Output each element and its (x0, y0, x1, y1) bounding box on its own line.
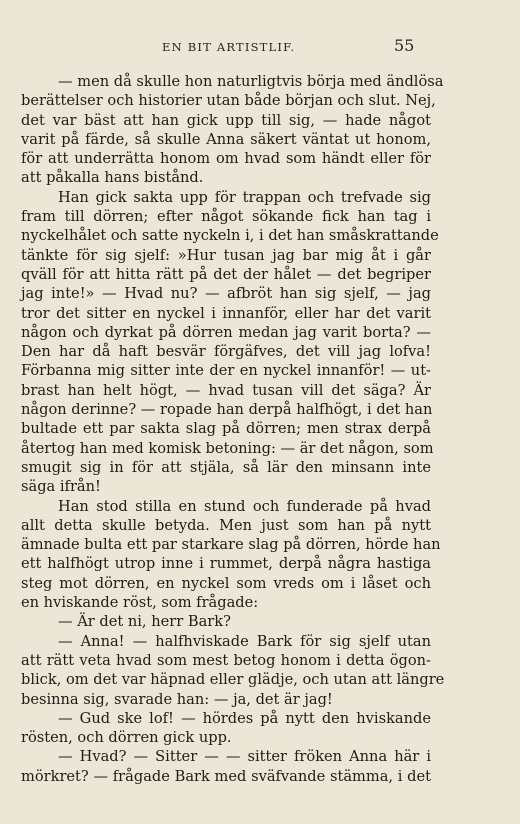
text-line: — Är det ni, herr Bark? (58, 613, 231, 631)
text-line: ämnade bulta ett par starkare slag på dörren, hörde han (21, 536, 441, 554)
text-line: Han stod stilla en stund och funderade på hvad (58, 497, 431, 515)
text-line: rösten, och dörren gick upp. (21, 729, 232, 747)
text-line: återtog han med komisk betoning: — är det någon, som (21, 439, 434, 457)
text-line: tänkte för sig sjelf: »Hur tusan jag bar mig åt i går (21, 246, 431, 264)
text-line: bultade ett par sakta slag på dörren; men strax derpå (21, 420, 431, 438)
text-line: någon derinne? — ropade han derpå halfhögt, i det han (21, 401, 433, 419)
text-line: berättelser och historier utan både början och slut. Nej, (21, 92, 436, 110)
text-line: för att underrätta honom om hvad som händt eller för (21, 150, 431, 168)
text-line: ett halfhögt utrop inne i rummet, derpå några hastiga (21, 555, 431, 573)
body-text (21, 72, 445, 786)
text-line: — Hvad? — Sitter — — sitter fröken Anna här i (58, 748, 431, 766)
text-line: steg mot dörren, en nyckel som vreds om i låset och (21, 574, 431, 592)
text-line: — Gud ske lof! — hördes på nytt den hviskande (58, 709, 431, 727)
text-line: att påkalla hans bistånd. (21, 169, 204, 187)
text-line: att rätt veta hvad som mest betog honom i detta ögon- (21, 651, 431, 669)
text-line: brast han helt högt, — hvad tusan vill det säga? Är (21, 381, 431, 399)
text-line: Den har då haft besvär förgäfves, det vill jag lofva! (21, 343, 431, 361)
text-line: någon och dyrkat på dörren medan jag varit borta? — (21, 323, 431, 341)
text-line: varit på färde, så skulle Anna säkert väntat ut honom, (21, 130, 431, 148)
text-line: mörkret? — frågade Bark med sväfvande stämma, i det (21, 767, 431, 785)
text-line: blick, om det var häpnad eller glädje, och utan att längre (21, 671, 445, 689)
text-line: allt detta skulle betyda. Men just som han på nytt (21, 516, 431, 534)
text-line: nyckelhålet och satte nyckeln i, i det han småskrattande (21, 227, 439, 245)
page-number: 55 (394, 36, 415, 55)
text-line: — Anna! — halfhviskade Bark för sig sjelf utan (58, 632, 431, 650)
text-line: en hviskande röst, som frågade: (21, 594, 259, 612)
text-line: fram till dörren; efter något sökande fick han tag i (21, 208, 431, 226)
running-title: EN BIT ARTISTLIF. (162, 40, 296, 54)
text-line: Förbanna mig sitter inte der en nyckel innanför! — ut- (21, 362, 431, 380)
text-line: smugit sig in för att stjäla, så lär den minsann inte (21, 458, 431, 476)
text-line: Han gick sakta upp för trappan och trefvade sig (58, 188, 431, 206)
page-header (0, 36, 520, 56)
text-line: besinna sig, svarade han: — ja, det är jag! (21, 690, 333, 708)
text-line: jag inte!» — Hvad nu? — afbröt han sig sjelf, — jag (21, 285, 431, 303)
text-line: det var bäst att han gick upp till sig, — hade något (21, 111, 431, 129)
text-line: tror det sitter en nyckel i innanför, eller har det varit (21, 304, 431, 322)
text-line: qväll för att hitta rätt på det der hålet — det begriper (21, 265, 431, 283)
text-line: säga ifrån! (21, 478, 101, 496)
text-line: — men då skulle hon naturligtvis börja med ändlösa (58, 73, 444, 90)
